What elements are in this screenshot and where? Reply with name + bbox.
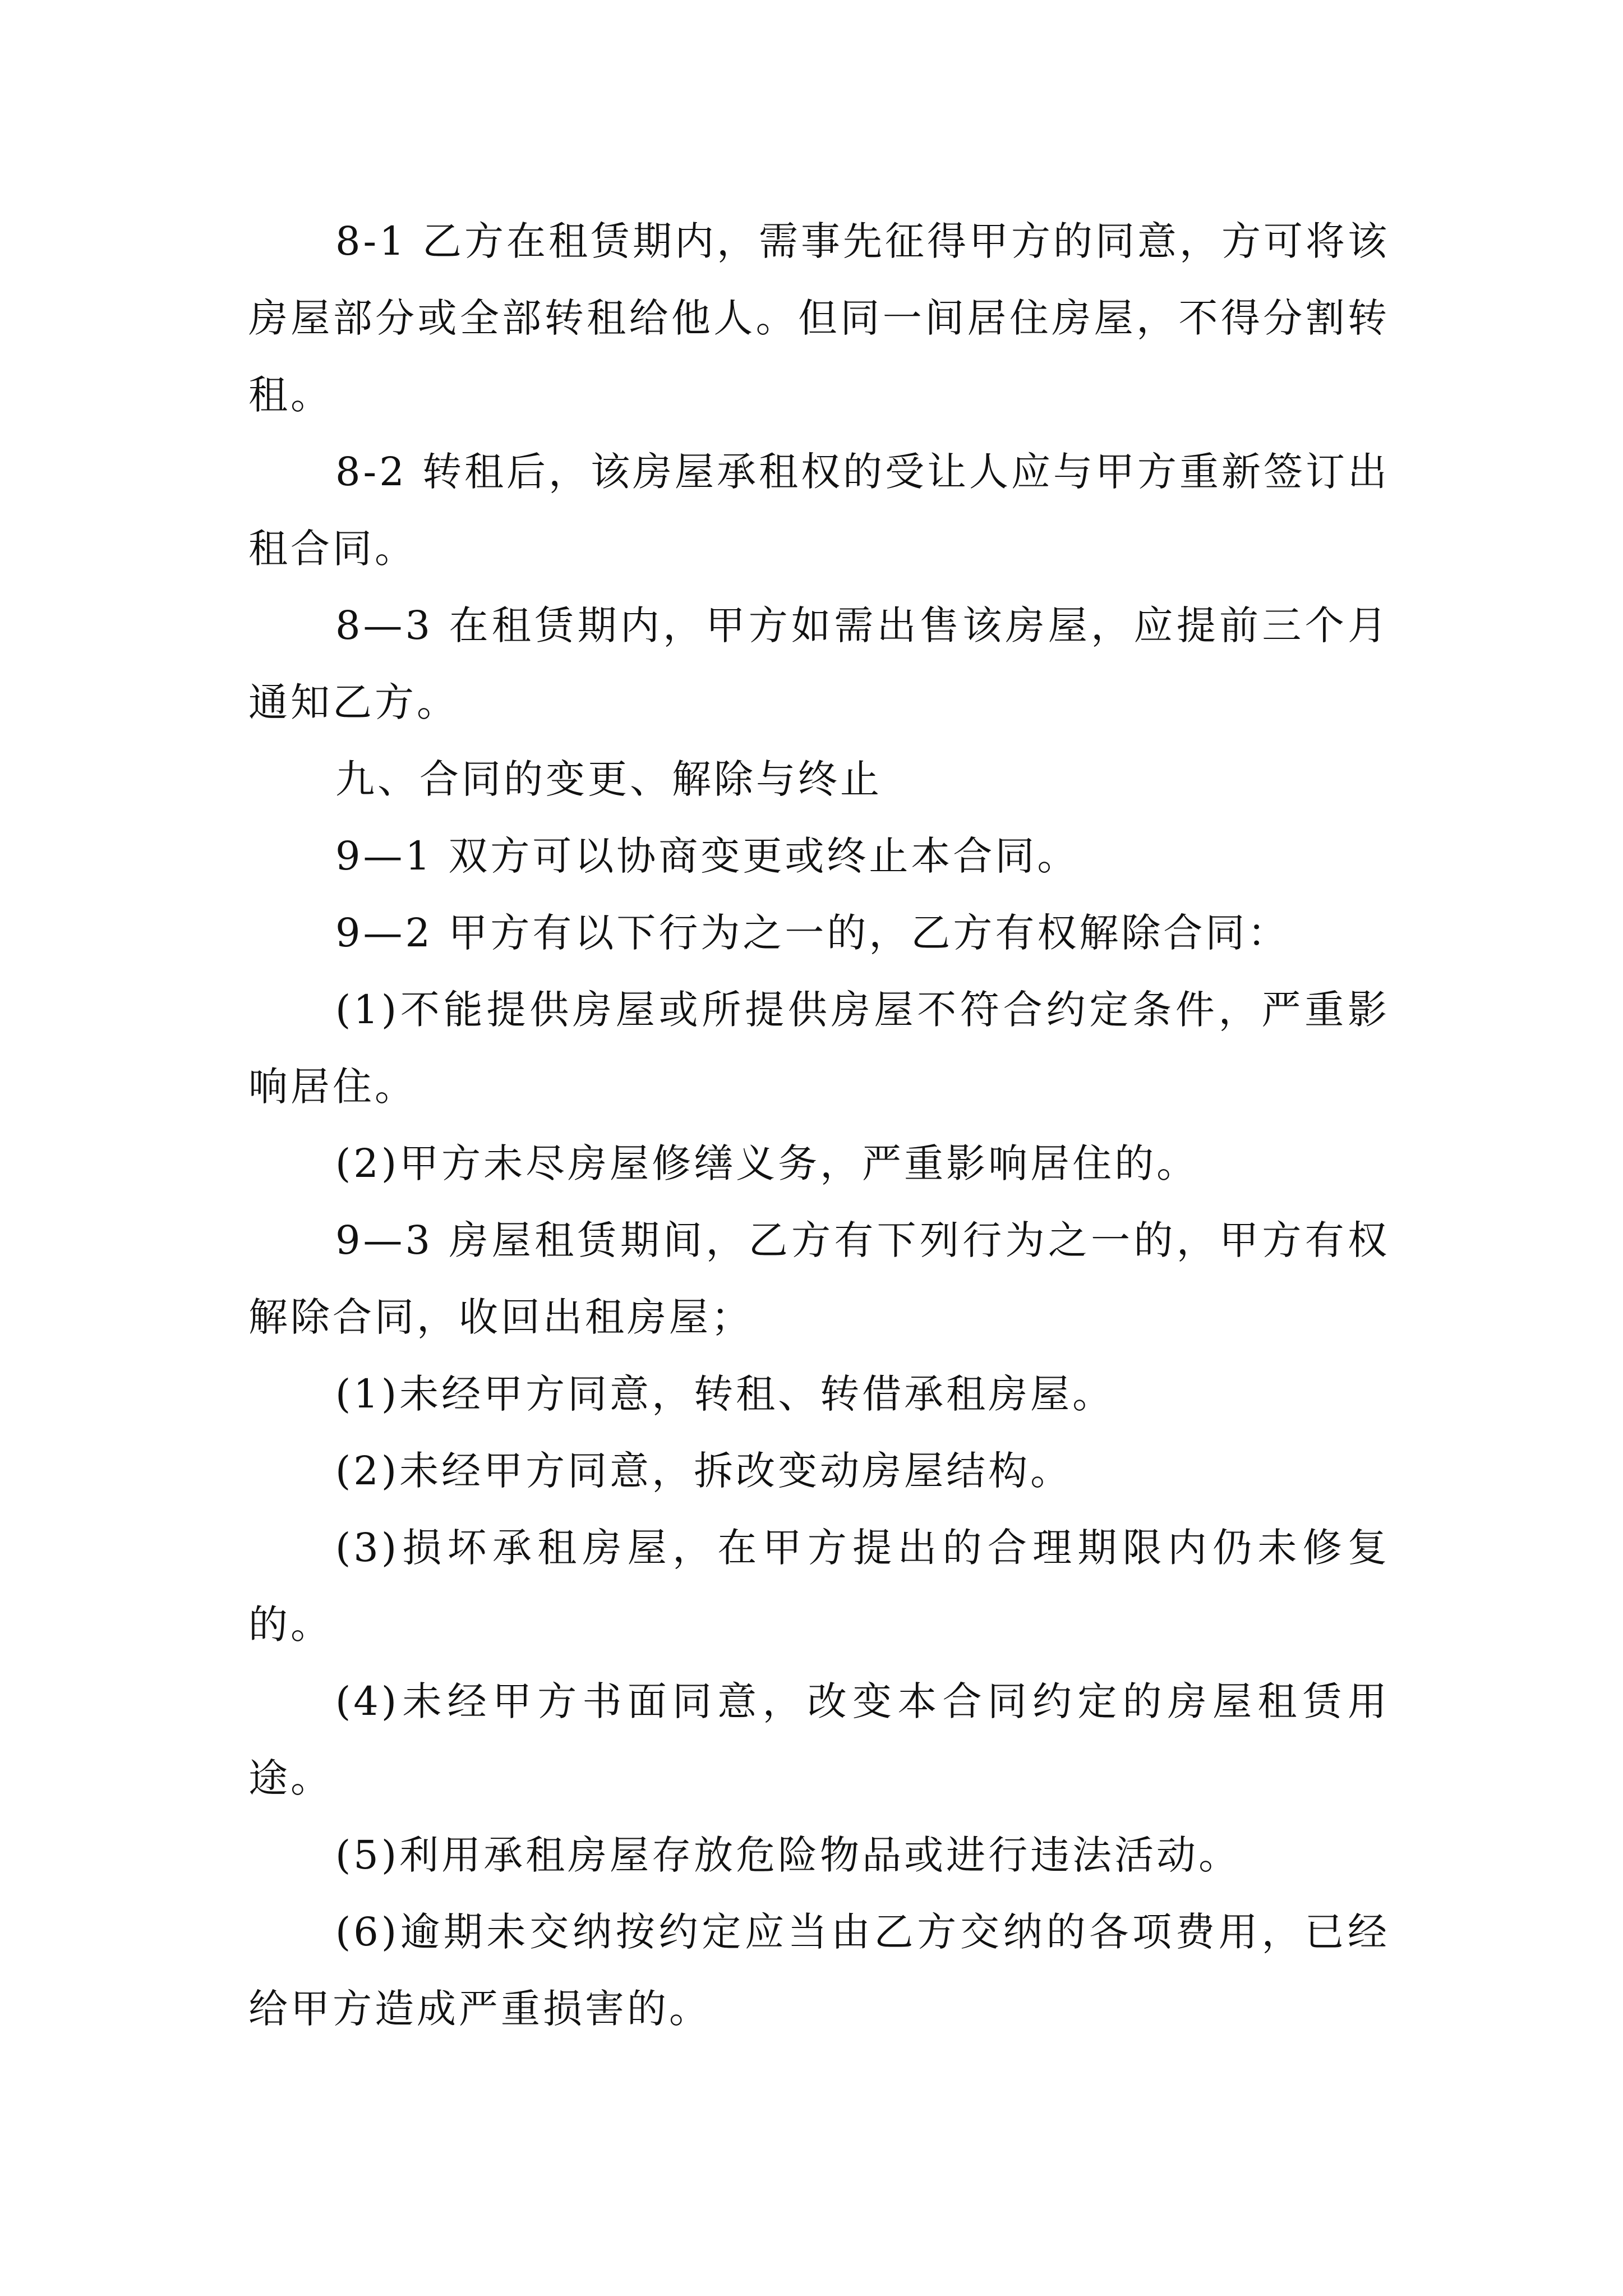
list-item-9-3-2: (2)未经甲方同意，拆改变动房屋结构。 — [335, 1448, 1073, 1494]
list-item-9-3-4: (4)未经甲方书面同意，改变本合同约定的房屋租赁用途。 — [248, 1678, 1390, 1801]
list-item-9-2-2: (2)甲方未尽房屋修缮义务，严重影响居住的。 — [335, 1140, 1199, 1186]
section-heading-9: 九、合同的变更、解除与终止 — [335, 756, 882, 802]
list-item-9-2-1: (1)不能提供房屋或所提供房屋不符合约定条件，严重影响居住。 — [248, 987, 1390, 1110]
list-item-9-3-5: (5)利用承租房屋存放危险物品或进行违法活动。 — [335, 1832, 1241, 1878]
paragraph-9-1: 9—1 双方可以协商变更或终止本合同。 — [335, 833, 1080, 879]
list-item-9-3-1: (1)未经甲方同意，转租、转借承租房屋。 — [335, 1371, 1115, 1417]
paragraph-8-1: 8-1 乙方在租赁期内，需事先征得甲方的同意，方可将该房屋部分或全部转租给他人。但同一间居住房屋，不得分割转租。 — [248, 218, 1390, 418]
list-item-9-3-3: (3)损坏承租房屋，在甲方提出的合理期限内仍未修复的。 — [248, 1525, 1390, 1648]
document-body — [248, 203, 1390, 2047]
paragraph-8-2: 8-2 转租后，该房屋承租权的受让人应与甲方重新签订出租合同。 — [248, 449, 1390, 572]
list-item-9-3-6: (6)逾期未交纳按约定应当由乙方交纳的各项费用，已经给甲方造成严重损害的。 — [248, 1909, 1390, 2032]
paragraph-9-3: 9—3 房屋租赁期间，乙方有下列行为之一的，甲方有权解除合同，收回出租房屋； — [248, 1217, 1390, 1340]
paragraph-8-3: 8—3 在租赁期内，甲方如需出售该房屋，应提前三个月通知乙方。 — [248, 602, 1390, 725]
paragraph-9-2: 9—2 甲方有以下行为之一的，乙方有权解除合同： — [335, 910, 1290, 956]
